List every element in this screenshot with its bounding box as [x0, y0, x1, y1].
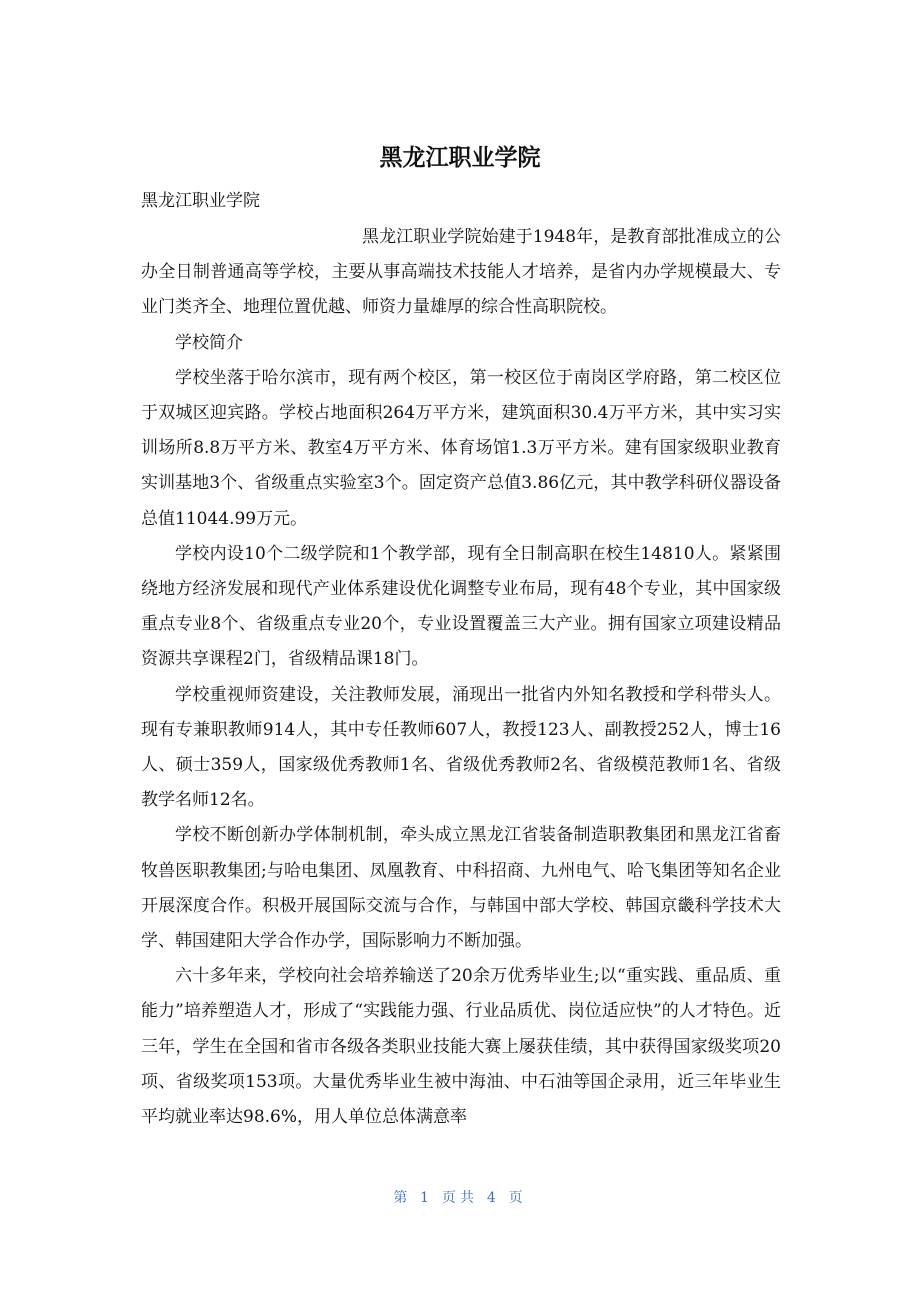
- paragraph: 学校不断创新办学体制机制，牵头成立黑龙江省装备制造职教集团和黑龙江省畜牧兽医职教集团;与哈电集团、凤凰教育、中科招商、九州电气、哈飞集团等知名企业开展深度合作。积极开展国际交流与合作，与韩国中部大学校、韩国京畿科学技术大学、韩国建阳大学合作办学，国际影响力不断加强。: [141, 825, 781, 952]
- paragraph: 学校坐落于哈尔滨市，现有两个校区，第一校区位于南岗区学府路，第二校区位于双城区迎宾路。学校占地面积264万平方米，建筑面积30.4万平方米，其中实习实训场所8.8万平方米、教室4万平方米、体育场馆1.3万平方米。建有国家级职业教育实训基地3个、省级重点实验室3个。固定资产总值3.86亿元，其中教学科研仪器设备总值11044.99万元。: [141, 367, 781, 529]
- paragraph: 六十多年来，学校向社会培养输送了20余万优秀毕业生;以“重实践、重品质、重能力”培养塑造人才，形成了“实践能力强、行业品质优、岗位适应快”的人才特色。近三年，学生在全国和省市各级各类职业技能大赛上屡获佳绩，其中获得国家级奖项20项、省级奖项153项。大量优秀毕业生被中海油、中石油等国企录用，近三年毕业生平均就业率达98.6%，用人单位总体满意率: [141, 966, 781, 1128]
- paragraph: 学校内设10个二级学院和1个教学部，现有全日制高职在校生14810人。紧紧围绕地方经济发展和现代产业体系建设优化调整专业布局，现有48个专业，其中国家级重点专业8个、省级重点专业20个，专业设置覆盖三大产业。拥有国家立项建设精品资源共享课程2门，省级精品课18门。: [141, 543, 781, 670]
- paragraph-intro: 黑龙江职业学院始建于1948年，是教育部批准成立的公办全日制普通高等学校，主要从事高端技术技能人才培养，是省内办学规模最大、专业门类齐全、地理位置优越、师资力量雄厚的综合性高职院校。: [141, 227, 781, 318]
- paragraph: 学校重视师资建设，关注教师发展，涌现出一批省内外知名教授和学科带头人。现有专兼职教师914人，其中专任教师607人，教授123人、副教授252人，博士16人、硕士359人，国家级优秀教师1名、省级优秀教师2名、省级模范教师1名、省级教学名师12名。: [141, 684, 781, 811]
- document-subtitle: 黑龙江职业学院: [141, 191, 260, 211]
- document-title: 黑龙江职业学院: [379, 145, 541, 171]
- page-number: 第 1 页共 4 页: [393, 1190, 527, 1206]
- document-body: [141, 220, 781, 1135]
- section-heading: 学校简介: [175, 332, 243, 353]
- page-footer: [0, 1186, 920, 1210]
